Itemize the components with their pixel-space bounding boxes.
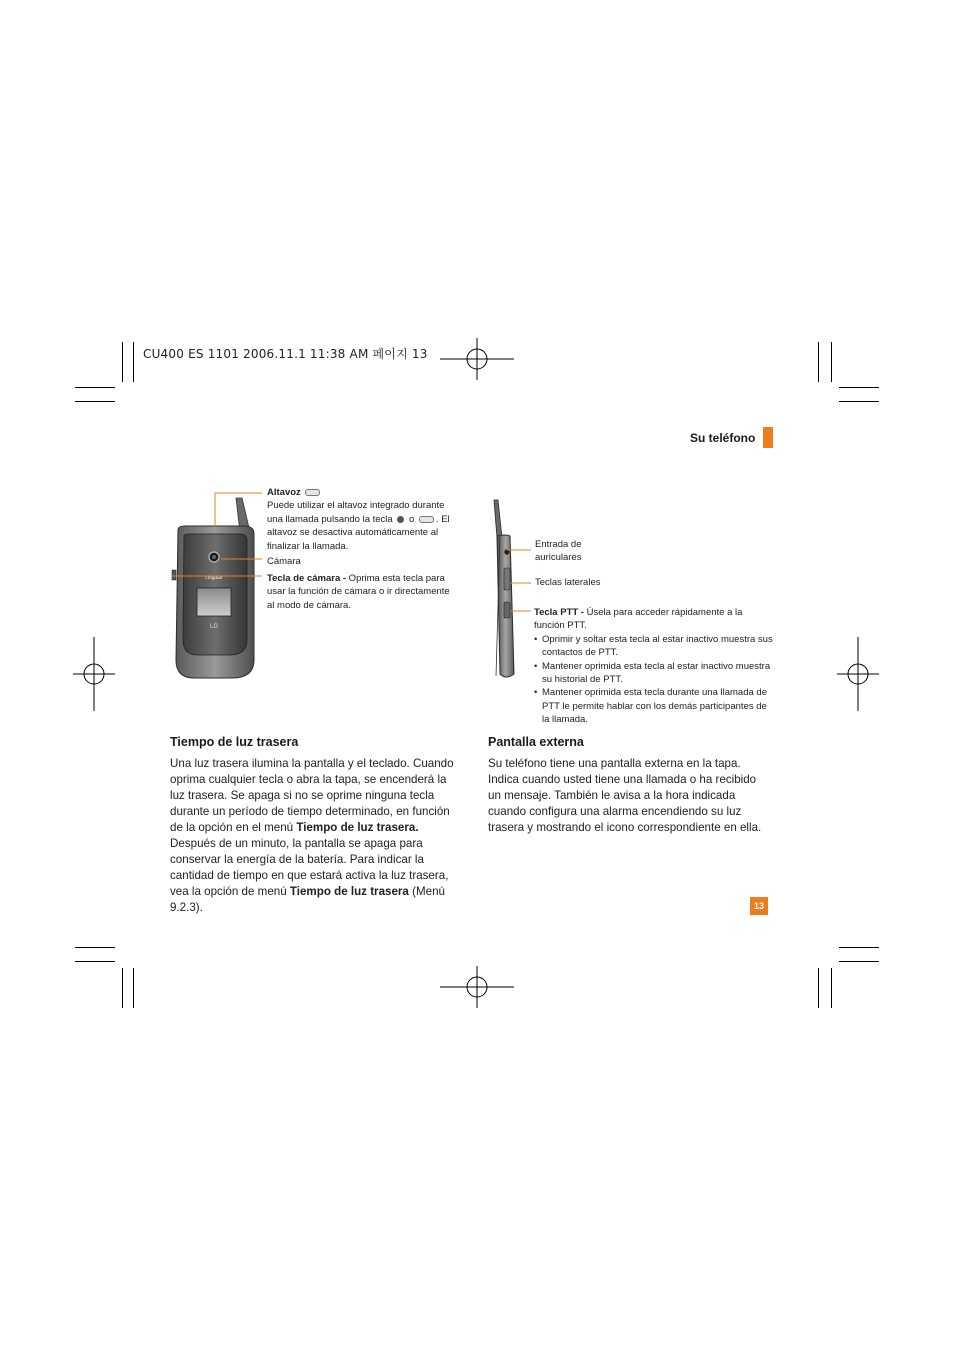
callout-camara: Cámara [267,556,301,567]
heading-tiempo-luz-trasera: Tiempo de luz trasera [170,735,299,749]
ptt-bullet: • Mantener oprimida esta tecla al estar inactivo muestra su historial de PTT. [534,660,774,687]
svg-text:cingular: cingular [205,575,223,581]
ptt-bullet: • Oprimir y soltar esta tecla al estar inactivo muestra sus contactos de PTT. [534,633,774,660]
callout-altavoz-text2: o [408,513,415,525]
callout-auriculares-line1: Entrada de [535,539,582,550]
text-run: Una luz trasera ilumina la pantalla y el teclado. Cuando oprima cualquier tecla o abra la tapa, se encenderá la luz trasera. Se apaga si no se oprime ninguna tecla durante un período de tiempo determinado, en función de la opción en el menú [170,757,454,834]
text-run: (Menú 9.2.3). [170,885,445,914]
svg-text:LG: LG [209,624,219,630]
callout-tecla-ptt [534,606,774,727]
callout-ptt-text: Úsela para acceder rápidamente a la función PTT. [534,607,743,632]
callout-tecla-camara-title: Tecla de cámara - [267,573,347,584]
text-run: Después de un minuto, la pantalla se apaga para conservar la energía de la batería. Para indicar la cantidad de tiempo en que estará activa la luz trasera, vea la opción de menú [170,837,449,898]
paragraph-tiempo-luz-trasera [170,756,454,916]
callout-tecla-camara-text: Oprima esta tecla para usar la función de cámara o ir directamente al modo de cámara. [267,573,450,611]
callout-altavoz-title: Altavoz [267,487,301,498]
print-slug: CU400 ES 1101 2006.11.1 11:38 AM 페이지 13 [143,347,428,361]
heading-pantalla-externa: Pantalla externa [488,735,584,749]
ptt-bullet: • Mantener oprimida esta tecla durante una llamada de PTT le permite hablar con los demás participantes de la llamada. [534,686,774,726]
ptt-bullet-list [534,633,774,727]
page-number: 13 [750,897,768,915]
callout-altavoz-text1: Puede utilizar el altavoz integrado durante una llamada pulsando la tecla [267,500,445,525]
callout-ptt-title: Tecla PTT - [534,607,584,618]
paragraph-pantalla-externa: Su teléfono tiene una pantalla externa en la tapa. Indica cuando usted tiene una llamada o ha recibido un mensaje. También le avisa a la hora indicada cuando configura una alarma encendiendo su luz trasera y mostrando el icono correspondiente en ella. [488,757,762,834]
text-bold-run: Tiempo de luz trasera. [296,821,419,834]
callout-teclas-laterales: Teclas laterales [535,577,601,588]
callout-altavoz-text3: . El altavoz se desactiva automáticamente al finalizar la llamada. [267,513,450,552]
callout-auriculares-line2: auriculares [535,552,582,564]
section-title: Su teléfono [690,431,756,445]
callout-auriculares [535,538,581,565]
text-bold-run: Tiempo de luz trasera [289,885,409,898]
